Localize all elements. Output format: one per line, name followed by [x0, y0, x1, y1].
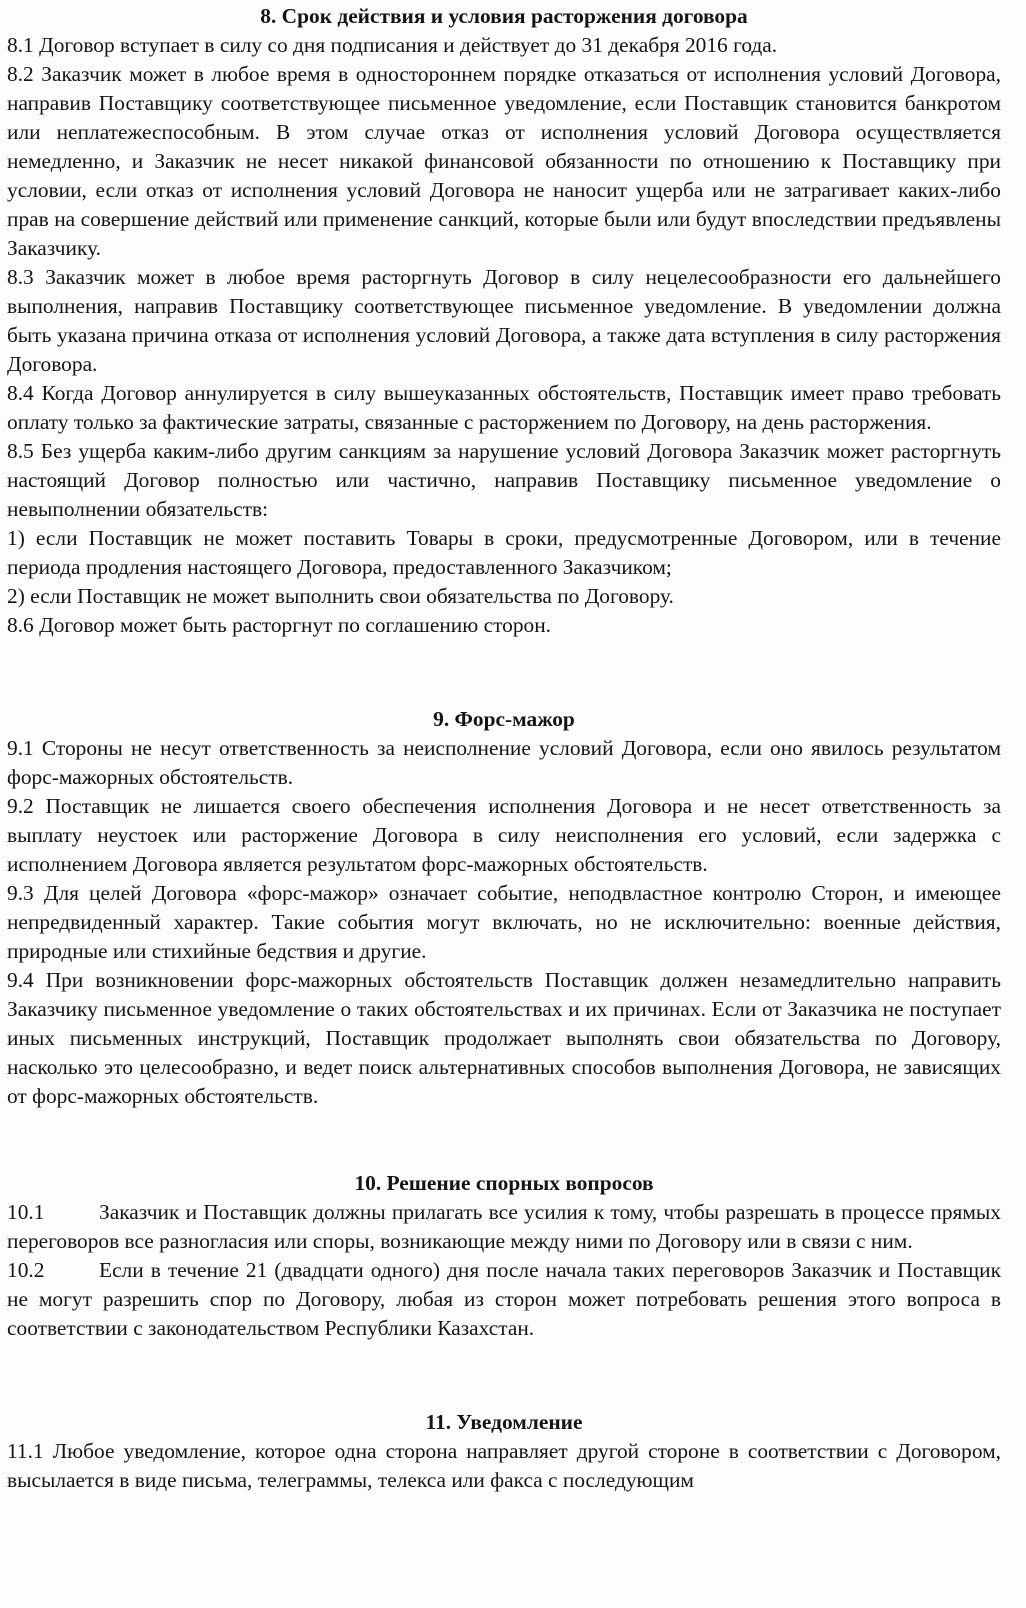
clause-number: 11.1: [7, 1439, 44, 1463]
clause-text: Заказчик может в любое время расторгнуть Договор в силу нецелесообразности его дальнейшего выполнения, направив Поставщику соответствующее письменное уведомление. В уведомлении должна быть указана причина отказа от исполнения условий Договора, а также дата вступления в силу расторжения Договора.: [7, 265, 1001, 376]
clause-8-6: [7, 611, 1001, 640]
clause-text: если Поставщик не может поставить Товары в сроки, предусмотренные Договором, или в течение периода продления настоящего Договора, предоставленного Заказчиком;: [7, 526, 1001, 579]
clause-9-4: [7, 966, 1001, 1111]
clause-text: Поставщик не лишается своего обеспечения исполнения Договора и не несет ответственность за выплату неустоек или расторжение Договора в силу неисполнения его условий, если задержка с исполнением Договора является результатом форс-мажорных обстоятельств.: [7, 794, 1001, 876]
clause-number: 9.3: [7, 881, 34, 905]
section-spacer: [7, 1111, 1001, 1169]
section-11-heading: 11. Уведомление: [425, 1410, 583, 1434]
clause-text: При возникновении форс-мажорных обстоятельств Поставщик должен незамедлительно направить Заказчику письменное уведомление о таких обстоятельствах и их причинах. Если от Заказчика не поступает иных письменных инструкций, Поставщик продолжает выполнять свои обязательства по Договору, насколько это целесообразно, и ведет поиск альтернативных способов выполнения Договора, не зависящих от форс-мажорных обстоятельств.: [7, 968, 1001, 1108]
clause-text: Заказчик и Поставщик должны прилагать все усилия к тому, чтобы разрешать в процессе прямых переговоров все разногласия или споры, возникающие между ними по Договору или в связи с ним.: [7, 1200, 1001, 1253]
clause-text: Договор вступает в силу со дня подписания и действует до 31 декабря 2016 года.: [33, 33, 778, 57]
clause-number: 8.1: [7, 33, 34, 57]
clause-number: 9.1: [7, 736, 34, 760]
clause-9-3: [7, 879, 1001, 966]
clause-10-2: [7, 1256, 1001, 1343]
clause-8-2: [7, 60, 1001, 263]
clause-8-5-item-1: [7, 524, 1001, 582]
clause-number: 9.2: [7, 794, 34, 818]
clause-number: 10.1: [7, 1200, 45, 1224]
clause-text: Любое уведомление, которое одна сторона направляет другой стороне в соответствии с Договором, высылается в виде письма, телеграммы, телекса или факса с последующим: [7, 1439, 1001, 1492]
clause-text: Если в течение 21 (двадцати одного) дня после начала таких переговоров Заказчик и Поставщик не могут разрешить спор по Договору, любая из сторон может потребовать решения этого вопроса в соответствии с законодательством Республики Казахстан.: [7, 1258, 1001, 1340]
clause-8-5: [7, 437, 1001, 524]
clause-8-5-item-2: [7, 582, 1001, 611]
clause-number: 8.2: [7, 62, 34, 86]
clause-8-1: [7, 31, 1001, 60]
clause-number: 1): [7, 526, 25, 550]
clause-text: Когда Договор аннулируется в силу вышеуказанных обстоятельств, Поставщик имеет право требовать оплату только за фактические затраты, связанные с расторжением по Договору, на день расторжения.: [7, 381, 1001, 434]
clause-number: 2): [7, 584, 25, 608]
clause-8-4: [7, 379, 1001, 437]
clause-10-1: [7, 1198, 1001, 1256]
section-10-heading: 10. Решение спорных вопросов: [354, 1171, 654, 1195]
section-8-heading: 8. Срок действия и условия расторжения договора: [260, 4, 748, 28]
clause-number: 8.5: [7, 439, 34, 463]
clause-9-1: [7, 734, 1001, 792]
clause-11-1: [7, 1437, 1001, 1495]
clause-number: 10.2: [7, 1258, 45, 1282]
clause-text: Для целей Договора «форс-мажор» означает событие, неподвластное контролю Сторон, и имеющее непредвиденный характер. Такие события могут включать, но не исключительно: военные действия, природные или стихийные бедствия и другие.: [7, 881, 1001, 963]
section-spacer: [7, 1343, 1001, 1408]
clause-number: 8.3: [7, 265, 34, 289]
section-9-heading: 9. Форс-мажор: [433, 707, 575, 731]
clause-text: если Поставщик не может выполнить свои обязательства по Договору.: [24, 584, 674, 608]
clause-number: 9.4: [7, 968, 34, 992]
clause-number: 8.4: [7, 381, 34, 405]
clause-9-2: [7, 792, 1001, 879]
clause-text: Договор может быть расторгнут по соглашению сторон.: [33, 613, 552, 637]
clause-text: Стороны не несут ответственность за неисполнение условий Договора, если оно явилось результатом форс-мажорных обстоятельств.: [7, 736, 1001, 789]
clause-text: Заказчик может в любое время в одностороннем порядке отказаться от исполнения условий Договора, направив Поставщику соответствующее письменное уведомление, если Поставщик становится банкротом или неплатежеспособным. В этом случае отказ от исполнения условий Договора осуществляется немедленно, и Заказчик не несет никакой финансовой обязанности по отношению к Поставщику при условии, если отказ от исполнения условий Договора не наносит ущерба или не затрагивает каких-либо прав на совершение действий или применение санкций, которые были или будут впоследствии предъявлены Заказчику.: [7, 62, 1001, 260]
section-spacer: [7, 640, 1001, 705]
clause-8-3: [7, 263, 1001, 379]
clause-number: 8.6: [7, 613, 34, 637]
document-body: [7, 2, 1001, 1495]
clause-text: Без ущерба каким-либо другим санкциям за нарушение условий Договора Заказчик может расторгнуть настоящий Договор полностью или частично, направив Поставщику письменное уведомление о невыполнении обязательств:: [7, 439, 1001, 521]
